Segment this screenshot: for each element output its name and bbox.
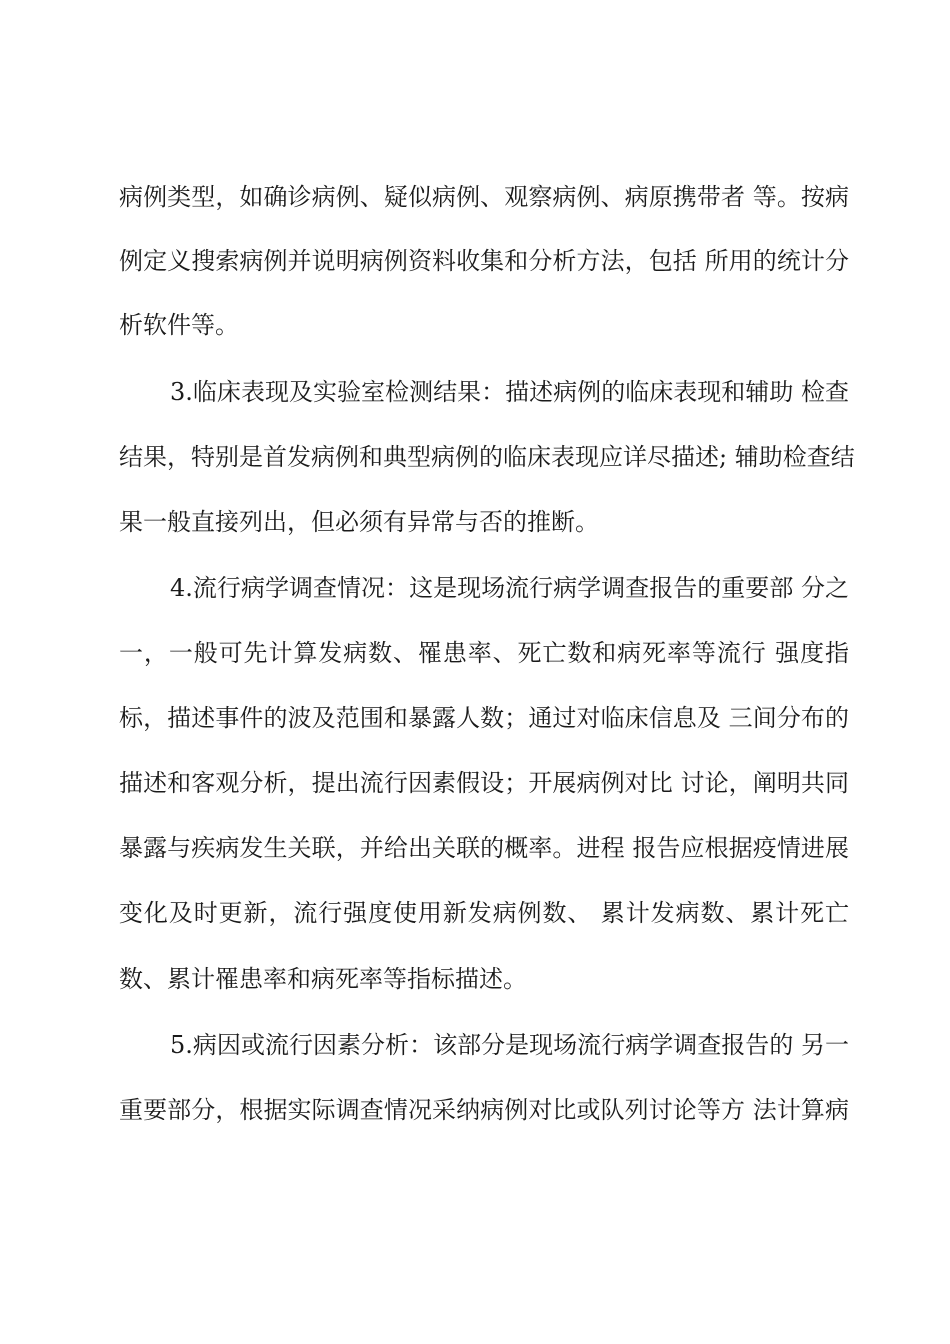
body-text-line: 析软件等。 [119,311,239,339]
body-text-line: 结果，特别是首发病例和典型病例的临床表现应详尽描述; 辅助检查结 [119,443,855,471]
body-text-line: 重要部分，根据实际调查情况采纳病例对比或队列讨论等方 法计算病 [119,1096,849,1124]
body-text-line: 一，一般可先计算发病数、罹患率、死亡数和病死率等流行 强度指 [119,639,849,667]
section-3-heading-line: 3.临床表现及实验室检测结果：描述病例的临床表现和辅助 检查 [170,378,849,406]
body-text-line: 变化及时更新，流行强度使用新发病例数、 累计发病数、累计死亡 [119,899,849,927]
body-text-line: 暴露与疾病发生关联，并给出关联的概率。进程 报告应根据疫情进展 [119,834,849,862]
body-text-line: 例定义搜索病例并说明病例资料收集和分析方法，包括 所用的统计分 [119,247,849,275]
body-text-line: 描述和客观分析，提出流行因素假设；开展病例对比 讨论，阐明共同 [119,769,849,797]
body-text-line: 标，描述事件的波及范围和暴露人数；通过对临床信息及 三间分布的 [119,704,849,732]
body-text-line: 数、累计罹患率和病死率等指标描述。 [119,965,527,993]
section-4-heading-line: 4.流行病学调查情况：这是现场流行病学调查报告的重要部 分之 [170,574,849,602]
body-text-line: 果一般直接列出，但必须有异常与否的推断。 [119,508,599,536]
body-text-line: 病例类型，如确诊病例、疑似病例、观察病例、病原携带者 等。按病 [119,183,849,211]
section-5-heading-line: 5.病因或流行因素分析：该部分是现场流行病学调查报告的 另一 [170,1031,849,1059]
